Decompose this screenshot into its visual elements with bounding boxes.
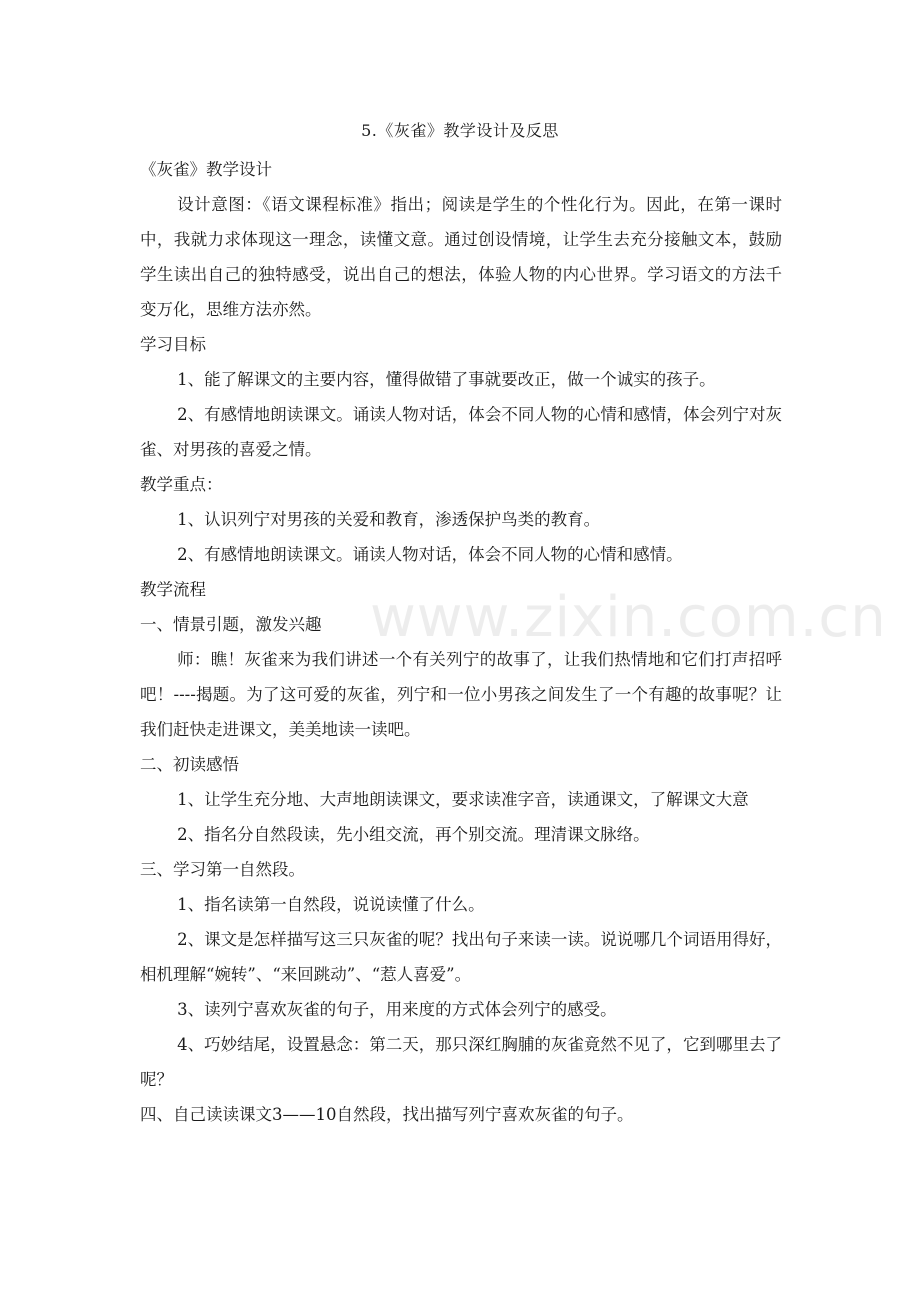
section-heading: 《灰雀》教学设计 (140, 160, 272, 179)
goal-item-1: 1、能了解课文的主要内容，懂得做错了事就要改正，做一个诚实的孩子。 (177, 370, 716, 389)
step-1-paragraph: 师：瞧！灰雀来为我们讲述一个有关列宁的故事了，让我们热情地和它们打声招呼吧！----揭题。为了这可爱的灰雀，列宁和一位小男孩之间发生了一个有趣的故事呢？让我们赶快走进课文，美美地读一读吧。 (140, 650, 782, 739)
watermark: www.zixin.com.cn (370, 585, 887, 650)
step-3-item-4: 4、巧妙结尾，设置悬念：第二天，那只深红胸脯的灰雀竟然不见了，它到哪里去了呢？ (140, 1035, 782, 1089)
paragraph-design-intent: 设计意图：《语文课程标准》指出；阅读是学生的个性化行为。因此，在第一课时中，我就力求体现这一理念，读懂文意。通过创设情境，让学生去充分接触文本，鼓励学生读出自己的独特感受，说出自己的想法，体验人物的内心世界。学习语文的方法千变万化，思维方法亦然。 (140, 195, 782, 319)
document-body (140, 152, 782, 1132)
section-heading-focus: 教学重点： (140, 475, 223, 494)
step-3-item-3: 3、读列宁喜欢灰雀的句子，用来度的方式体会列宁的感受。 (177, 1000, 617, 1019)
step-heading-4: 四、自己读读课文3——10自然段，找出描写列宁喜欢灰雀的句子。 (140, 1105, 634, 1124)
focus-item-2: 2、有感情地朗读课文。诵读人物对话，体会不同人物的心情和感情。 (177, 545, 683, 564)
section-heading-goals: 学习目标 (140, 335, 206, 354)
step-heading-3: 三、学习第一自然段。 (140, 860, 305, 879)
section-heading-process: 教学流程 (140, 580, 206, 599)
step-2-item-1: 1、让学生充分地、大声地朗读课文，要求读准字音，读通课文，了解课文大意 (177, 790, 749, 809)
goal-item-2: 2、有感情地朗读课文。诵读人物对话，体会不同人物的心情和感情，体会列宁对灰雀、对男孩的喜爱之情。 (140, 405, 782, 459)
focus-item-1: 1、认识列宁对男孩的关爱和教育，渗透保护鸟类的教育。 (177, 510, 601, 529)
step-3-item-1: 1、指名读第一自然段，说说读懂了什么。 (177, 895, 485, 914)
step-3-item-2: 2、课文是怎样描写这三只灰雀的呢？找出句子来读一读。说说哪几个词语用得好，相机理解“婉转”、“来回跳动”、“惹人喜爱”。 (140, 930, 782, 984)
step-2-item-2: 2、指名分自然段读，先小组交流，再个别交流。理清课文脉络。 (177, 825, 650, 844)
step-heading-2: 二、初读感悟 (140, 755, 239, 774)
step-heading-1: 一、情景引题，激发兴趣 (140, 615, 322, 634)
document-title: 5.《灰雀》教学设计及反思 (361, 121, 559, 140)
